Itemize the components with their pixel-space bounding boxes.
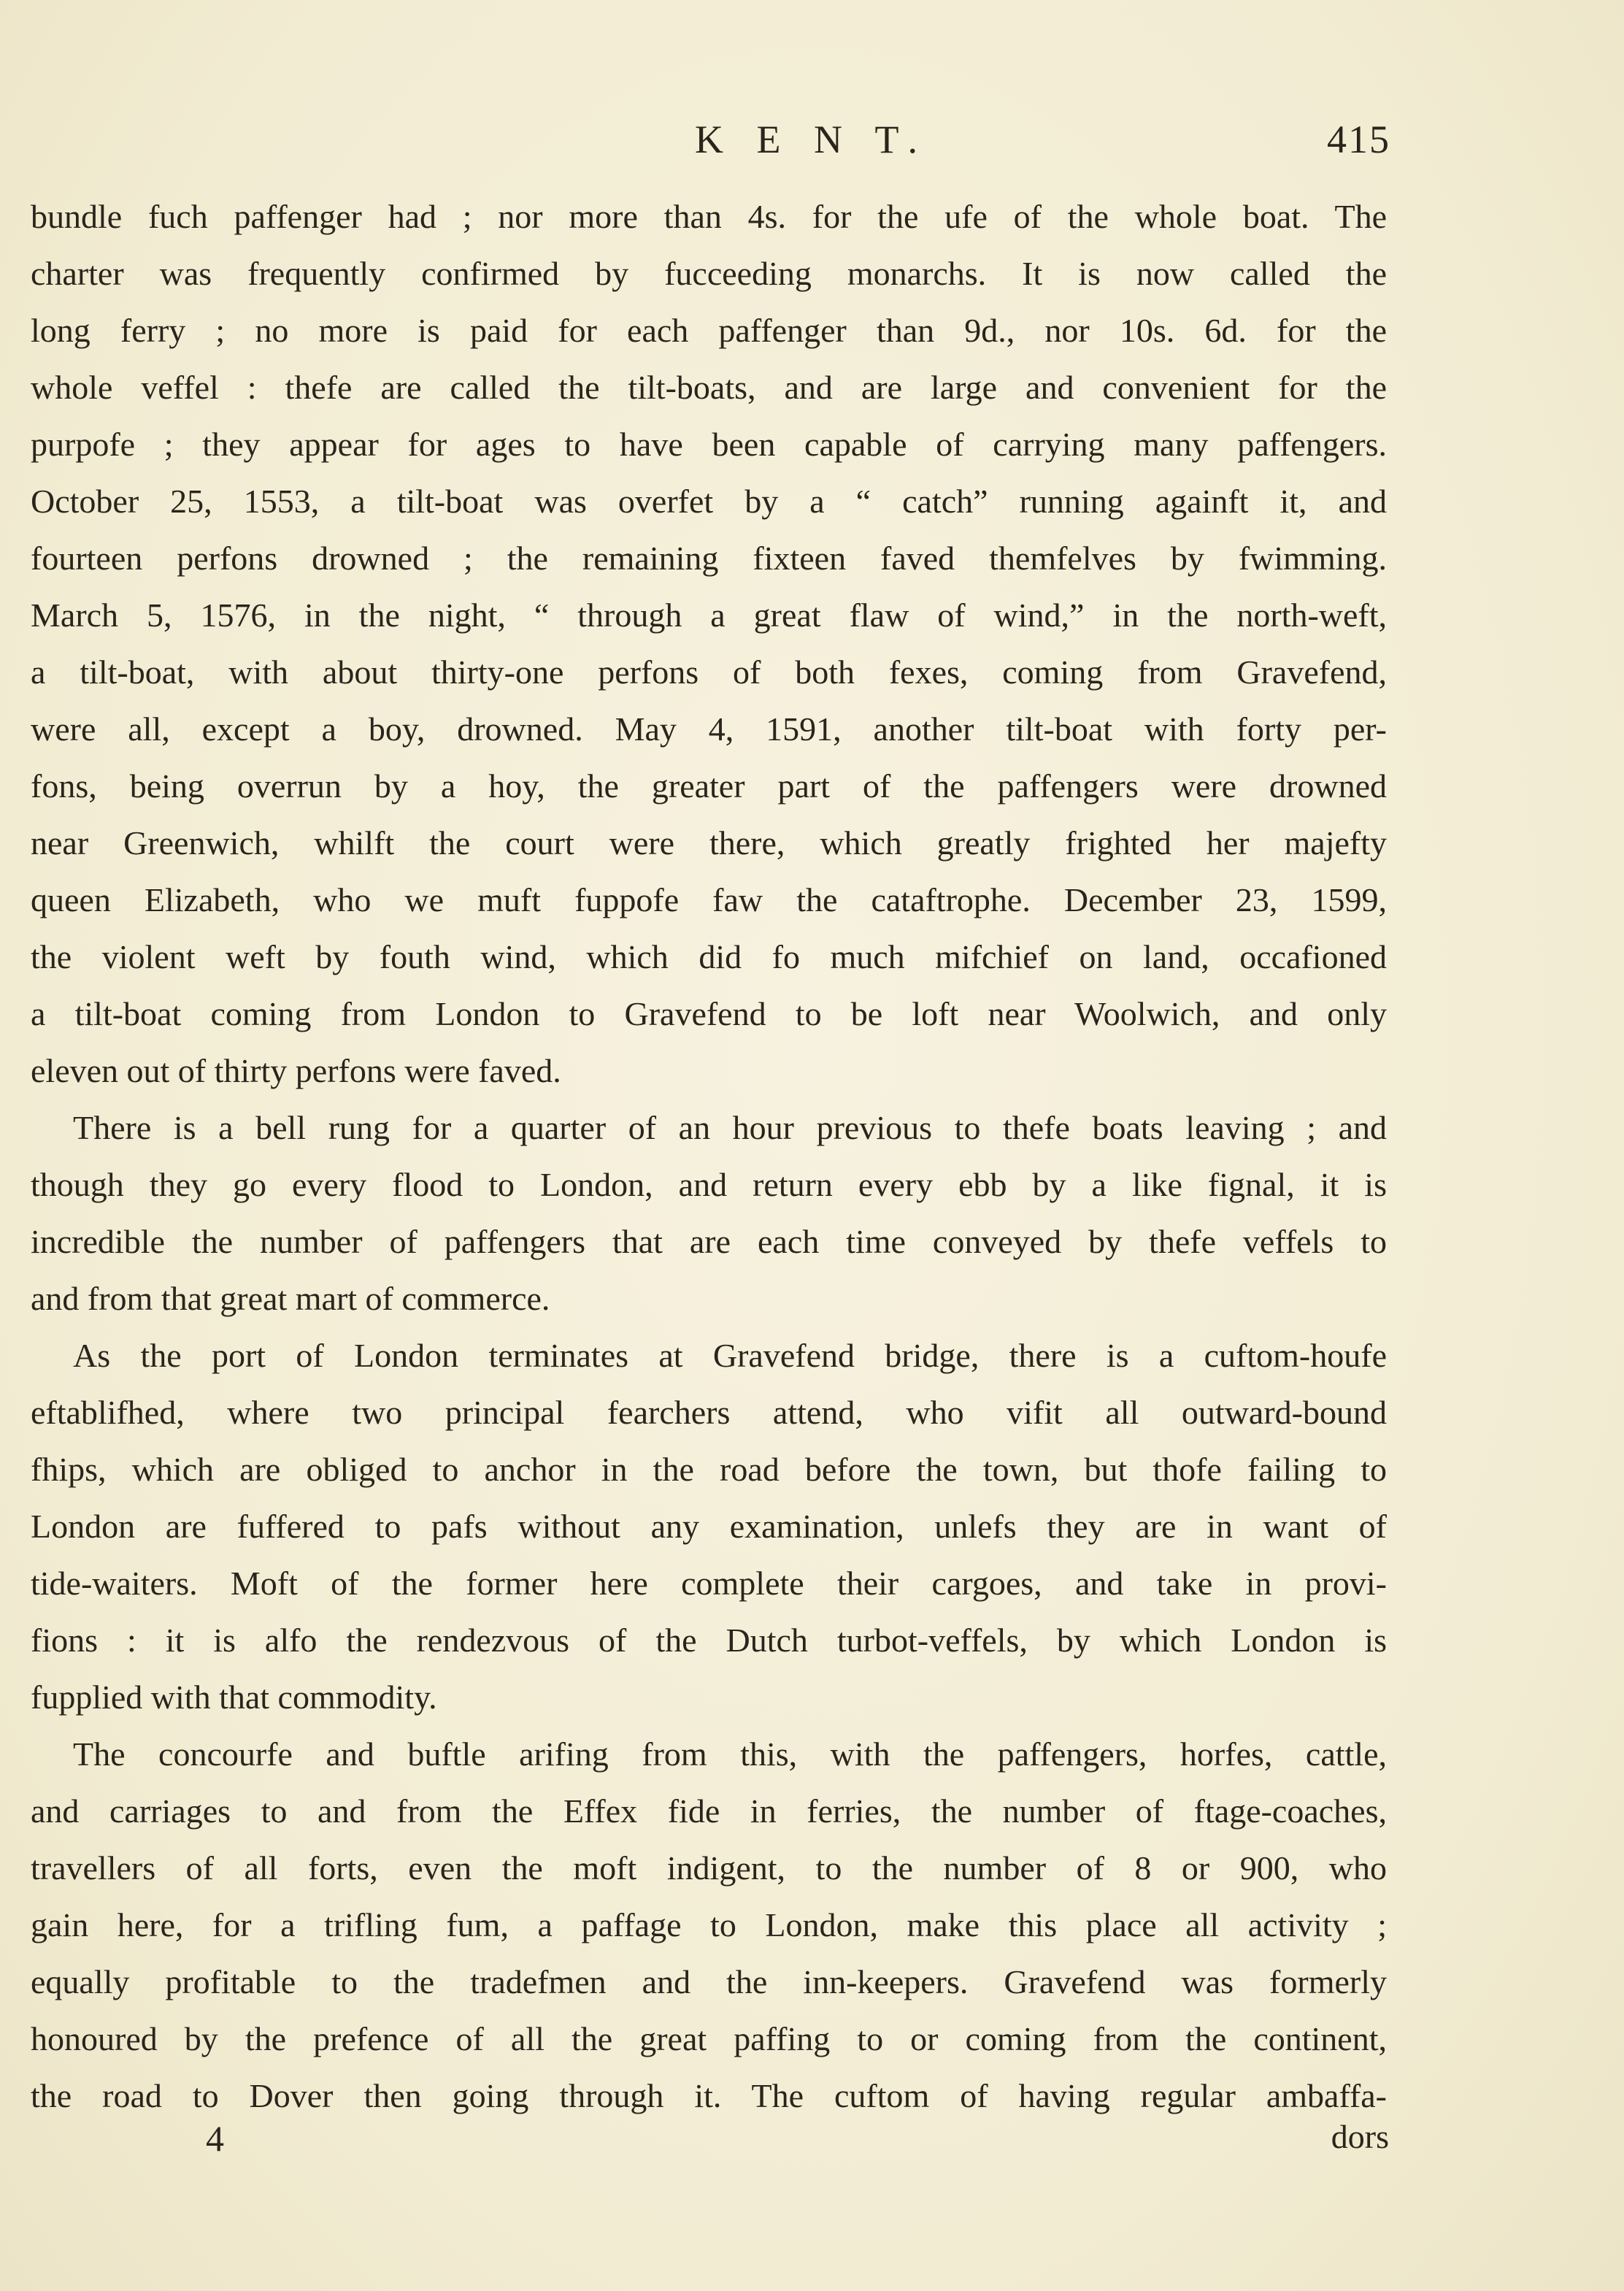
text-line: long ferry ; no more is paid for each paffenger than 9d., nor 10s. 6d. for the — [31, 312, 1387, 349]
text-line: near Greenwich, whilft the court were there, which greatly frighted her majefty — [31, 824, 1387, 861]
text-line: fupplied with that commodity. — [31, 1678, 437, 1716]
text-line: fions : it is alfo the rendezvous of the Dutch turbot-veffels, by which London is — [31, 1622, 1387, 1659]
text-line: charter was frequently confirmed by fucceeding monarchs. It is now called the — [31, 255, 1387, 292]
text-line: travellers of all forts, even the moft indigent, to the number of 8 or 900, who — [31, 1849, 1387, 1887]
text-line: equally profitable to the tradefmen and the inn-keepers. Gravefend was formerly — [31, 1963, 1387, 2000]
text-line: fourteen perfons drowned ; the remaining fixteen faved themfelves by fwimming. — [31, 540, 1387, 577]
text-line: and from that great mart of commerce. — [31, 1280, 550, 1317]
page-footer — [0, 2117, 1624, 2176]
signature-mark: 4 — [206, 2118, 224, 2159]
text-line: October 25, 1553, a tilt-boat was overfet by a “ catch” running againft it, and — [31, 483, 1387, 520]
text-line: honoured by the prefence of all the great paffing to or coming from the continent, — [31, 2020, 1387, 2057]
body-text — [31, 188, 1387, 2125]
text-line: March 5, 1576, in the night, “ through a great flaw of wind,” in the north-weft, — [31, 596, 1387, 634]
text-line: a tilt-boat coming from London to Gravefend to be loft near Woolwich, and only — [31, 995, 1387, 1032]
text-line: As the port of London terminates at Gravefend bridge, there is a cuftom-houfe — [73, 1337, 1387, 1374]
text-line: incredible the number of paffengers that are each time conveyed by thefe veffels to — [31, 1223, 1387, 1260]
text-line: a tilt-boat, with about thirty-one perfons of both fexes, coming from Gravefend, — [31, 653, 1387, 691]
text-line: tide-waiters. Moft of the former here complete their cargoes, and take in provi- — [31, 1565, 1387, 1602]
text-line: were all, except a boy, drowned. May 4, 1591, another tilt-boat with forty per- — [31, 710, 1387, 748]
text-line: whole veffel : thefe are called the tilt-boats, and are large and convenient for the — [31, 369, 1387, 406]
text-line: and carriages to and from the Effex fide in ferries, the number of ftage-coaches, — [31, 1792, 1387, 1830]
text-line: though they go every flood to London, and return every ebb by a like fignal, it is — [31, 1166, 1387, 1203]
text-line: The concourfe and buftle arifing from this, with the paffengers, horfes, cattle, — [73, 1735, 1387, 1773]
text-line: London are fuffered to pafs without any examination, unlefs they are in want of — [31, 1508, 1387, 1545]
text-line: eftablifhed, where two principal fearchers attend, who vifit all outward-bound — [31, 1394, 1387, 1431]
running-title: K E N T. — [695, 118, 929, 161]
text-line: queen Elizabeth, who we muft fuppofe faw the cataftrophe. December 23, 1599, — [31, 881, 1387, 918]
text-line: There is a bell rung for a quarter of an hour previous to thefe boats leaving ; and — [73, 1109, 1387, 1146]
page-number: 415 — [1327, 118, 1390, 161]
text-line: gain here, for a trifling fum, a paffage to London, make this place all activity ; — [31, 1906, 1387, 1943]
text-line: fons, being overrun by a hoy, the greater part of the paffengers were drowned — [31, 767, 1387, 805]
text-line: bundle fuch paffenger had ; nor more than 4s. for the ufe of the whole boat. The — [31, 198, 1387, 235]
text-line: eleven out of thirty perfons were faved. — [31, 1052, 561, 1089]
text-line: the violent weft by fouth wind, which did fo much mifchief on land, occafioned — [31, 938, 1387, 975]
text-line: fhips, which are obliged to anchor in the road before the town, but thofe failing to — [31, 1451, 1387, 1488]
text-line: purpofe ; they appear for ages to have been capable of carrying many paffengers. — [31, 426, 1387, 463]
text-line: the road to Dover then going through it. The cuftom of having regular ambaffa- — [31, 2077, 1387, 2114]
catchword: dors — [1331, 2118, 1389, 2155]
